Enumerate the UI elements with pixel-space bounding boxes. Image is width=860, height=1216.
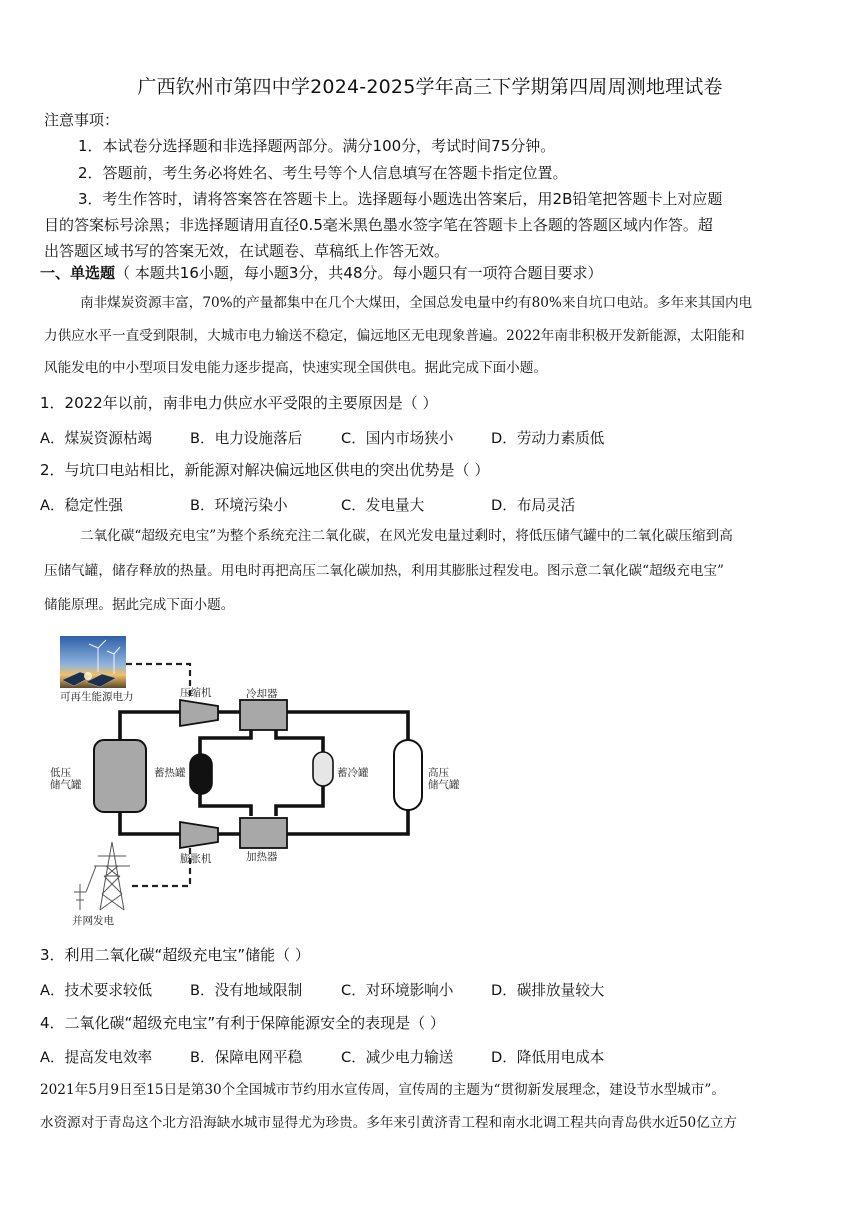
label-high-tank-1: 高压 — [428, 767, 449, 779]
notice-item: 3．考生作答时，请将答案答在答题卡上。选择题每小题选出答案后，用2B铅笔把答题卡上对应题 — [78, 190, 723, 208]
expander — [180, 822, 218, 848]
passage-line: 力供应水平一直受到限制，大城市电力输送不稳定，偏远地区无电现象普遍。2022年南非积极开发新能源，太阳能和 — [44, 328, 745, 344]
option-a: A．技术要求较低 — [40, 982, 153, 999]
heater — [240, 818, 287, 848]
option-c: C．对环境影响小 — [341, 982, 454, 999]
passage-line: 压储气罐，储存释放的热量。用电时再把高压二氧化碳加热，利用其膨胀过程发电。图示意二氧化碳“超级充电宝” — [44, 563, 724, 579]
label-grid: 并网发电 — [72, 915, 114, 927]
passage-line: 二氧化碳“超级充电宝”为整个系统充注二氧化碳，在风光发电量过剩时，将低压储气罐中的二氧化碳压缩到高 — [80, 528, 733, 544]
question-stem: 1．2022年以前，南非电力供应水平受限的主要原因是（ ） — [40, 394, 438, 412]
option-b: B．保障电网平稳 — [190, 1049, 303, 1066]
question-stem: 3．利用二氧化碳“超级充电宝”储能（ ） — [40, 946, 310, 964]
transmission-tower-icon — [74, 842, 130, 910]
notice-item: 2．答题前，考生务必将姓名、考生号等个人信息填写在答题卡指定位置。 — [78, 164, 568, 182]
label-heater: 加热器 — [246, 851, 278, 863]
question-stem: 4．二氧化碳“超级充电宝”有利于保障能源安全的表现是（ ） — [40, 1014, 445, 1032]
label-high-tank-2: 储气罐 — [428, 779, 460, 791]
question-stem: 2．与坑口电站相比，新能源对解决偏远地区供电的突出优势是（ ） — [40, 461, 490, 479]
notice-item: 目的答案标号涂黑；非选择题请用直径0.5毫米黑色墨水签字笔在答题卡上各题的答题区域内作答。超 — [44, 216, 713, 234]
section-header — [40, 263, 603, 283]
option-d: D．劳动力素质低 — [491, 430, 605, 447]
option-c: C．减少电力输送 — [341, 1049, 454, 1066]
high-pressure-tank — [394, 740, 422, 810]
option-b: B．环境污染小 — [190, 497, 288, 514]
heat-storage-tank — [190, 754, 212, 794]
notice-item: 1．本试卷分选择题和非选择题两部分。满分100分，考试时间75分钟。 — [78, 137, 556, 155]
cooler — [240, 700, 287, 730]
passage-line: 水资源对于青岛这个北方沿海缺水城市显得尤为珍贵。多年来引黄济青工程和南水北调工程共向青岛供水近50亿立方 — [40, 1115, 737, 1131]
option-d: D．降低用电成本 — [491, 1049, 605, 1066]
label-expander: 膨胀机 — [180, 853, 212, 865]
renewable-energy-photo — [60, 636, 126, 688]
option-a: A．稳定性强 — [40, 497, 123, 514]
label-cold-store: 蓄冷罐 — [337, 767, 369, 779]
option-d: D．布局灵活 — [491, 497, 576, 514]
label-compressor: 压缩机 — [180, 687, 212, 699]
option-d: D．碳排放量较大 — [491, 982, 605, 999]
notice-heading: 注意事项： — [44, 111, 120, 129]
option-a: A．煤炭资源枯竭 — [40, 430, 153, 447]
label-low-tank-2: 储气罐 — [50, 779, 82, 791]
option-b: B．没有地域限制 — [190, 982, 303, 999]
passage-line: 储能原理。据此完成下面小题。 — [44, 597, 235, 613]
option-c: C．发电量大 — [341, 497, 425, 514]
passage-line: 2021年5月9日至15日是第30个全国城市节约用水宣传周，宣传周的主题为“贯彻新发展理念，建设节水型城市”。 — [40, 1082, 725, 1098]
passage-line: 南非煤炭资源丰富，70%的产量都集中在几个大煤田，全国总发电量中约有80%来自坑口电站。多年来其国内电 — [80, 295, 753, 311]
label-renewable: 可再生能源电力 — [60, 691, 134, 703]
option-a: A．提高发电效率 — [40, 1049, 153, 1066]
exam-title: 广西钦州市第四中学2024-2025学年高三下学期第四周周测地理试卷 — [137, 76, 723, 98]
label-cooler: 冷却器 — [246, 688, 278, 700]
label-heat-store: 蓄热罐 — [154, 767, 186, 779]
co2-storage-diagram — [40, 630, 480, 930]
option-c: C．国内市场狭小 — [341, 430, 454, 447]
section-label: 一、单选题 — [40, 264, 116, 282]
passage-line: 风能发电的中小型项目发电能力逐步提高，快速实现全国供电。据此完成下面小题。 — [44, 360, 547, 376]
section-desc: （ 本题共16小题，每小题3分，共48分。每小题只有一项符合题目要求） — [115, 264, 603, 282]
notice-item: 出答题区域书写的答案无效，在试题卷、草稿纸上作答无效。 — [44, 242, 450, 260]
compressor — [180, 700, 218, 726]
low-pressure-tank — [94, 740, 146, 812]
label-low-tank-1: 低压 — [50, 767, 71, 779]
option-b: B．电力设施落后 — [190, 430, 303, 447]
cold-storage-tank — [313, 752, 333, 786]
